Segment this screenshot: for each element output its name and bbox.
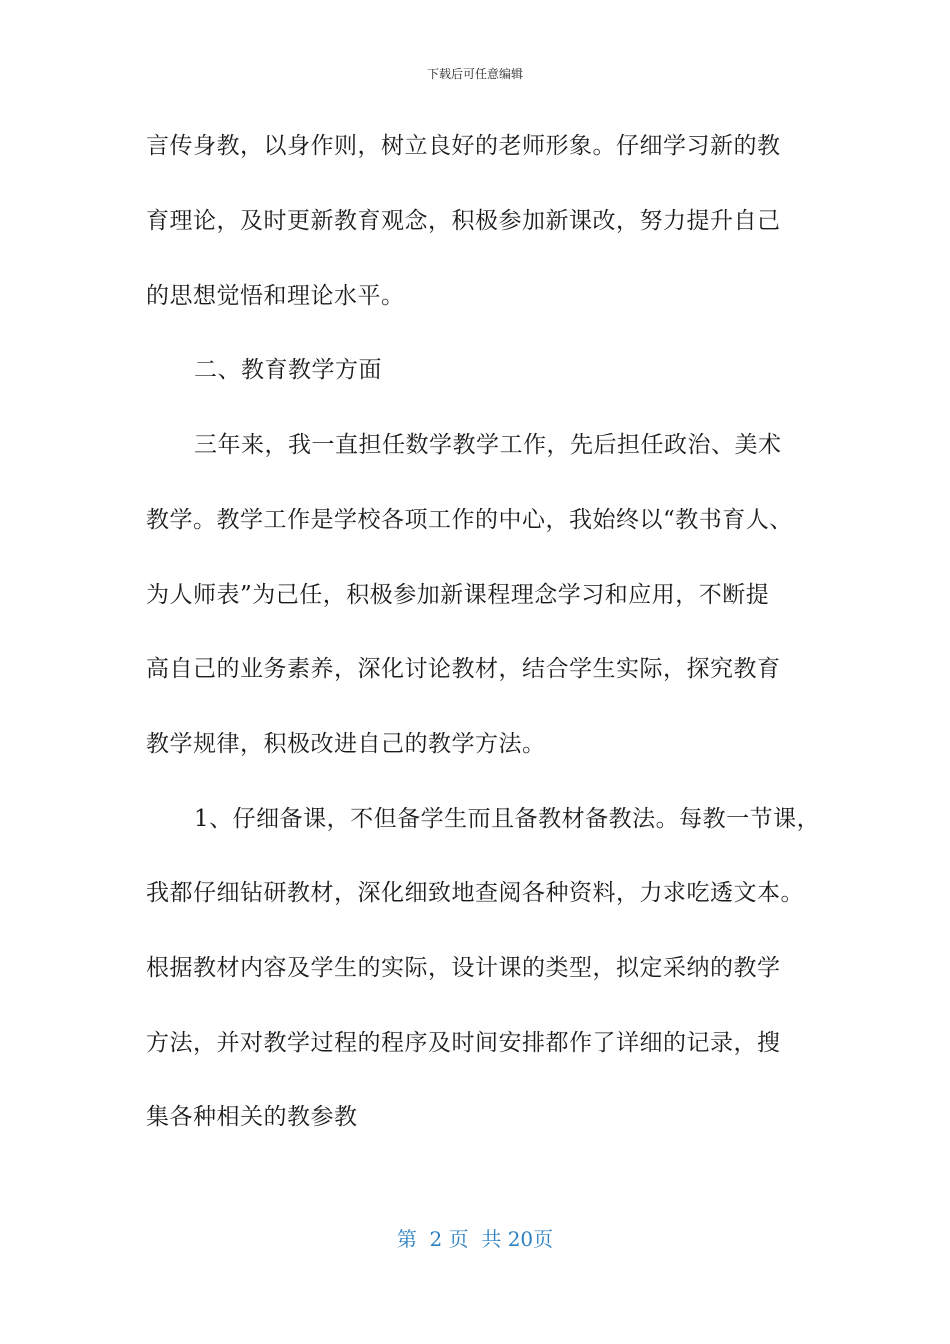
paragraph-line: 1、仔细备课，不但备学生而且备教材备教法。每教一节课，	[194, 806, 821, 832]
paragraph-line: 我都仔细钻研教材，深化细致地查阅各种资料，力求吃透文本。	[146, 880, 804, 906]
paragraph-line: 育理论，及时更新教育观念，积极参加新课改，努力提升自己	[146, 208, 781, 234]
paragraph-line: 三年来，我一直担任数学教学工作，先后担任政治、美术	[194, 432, 782, 458]
paragraph-line: 根据教材内容及学生的实际，设计课的类型，拟定采纳的教学	[146, 955, 781, 981]
paragraph-line: 集各种相关的教参教	[146, 1104, 358, 1130]
paragraph-line: 高自己的业务素养，深化讨论教材，结合学生实际，探究教育	[146, 656, 781, 682]
paragraph-line: 言传身教，以身作则，树立良好的老师形象。仔细学习新的教	[146, 133, 781, 159]
page-header: 下载后可任意编辑	[426, 67, 523, 81]
page-number-footer: 第 2 页 共 20页	[396, 1227, 554, 1251]
paragraph-line: 教学。教学工作是学校各项工作的中心，我始终以“教书育人、	[146, 507, 793, 533]
paragraph-line: 教学规律，积极改进自己的教学方法。	[146, 731, 546, 757]
section-heading: 二、教育教学方面	[194, 357, 382, 383]
paragraph-line: 的思想觉悟和理论水平。	[146, 283, 405, 309]
paragraph-line: 为人师表”为己任，积极参加新课程理念学习和应用，不断提	[146, 582, 770, 608]
paragraph-line: 方法，并对教学过程的程序及时间安排都作了详细的记录，搜	[146, 1030, 781, 1056]
